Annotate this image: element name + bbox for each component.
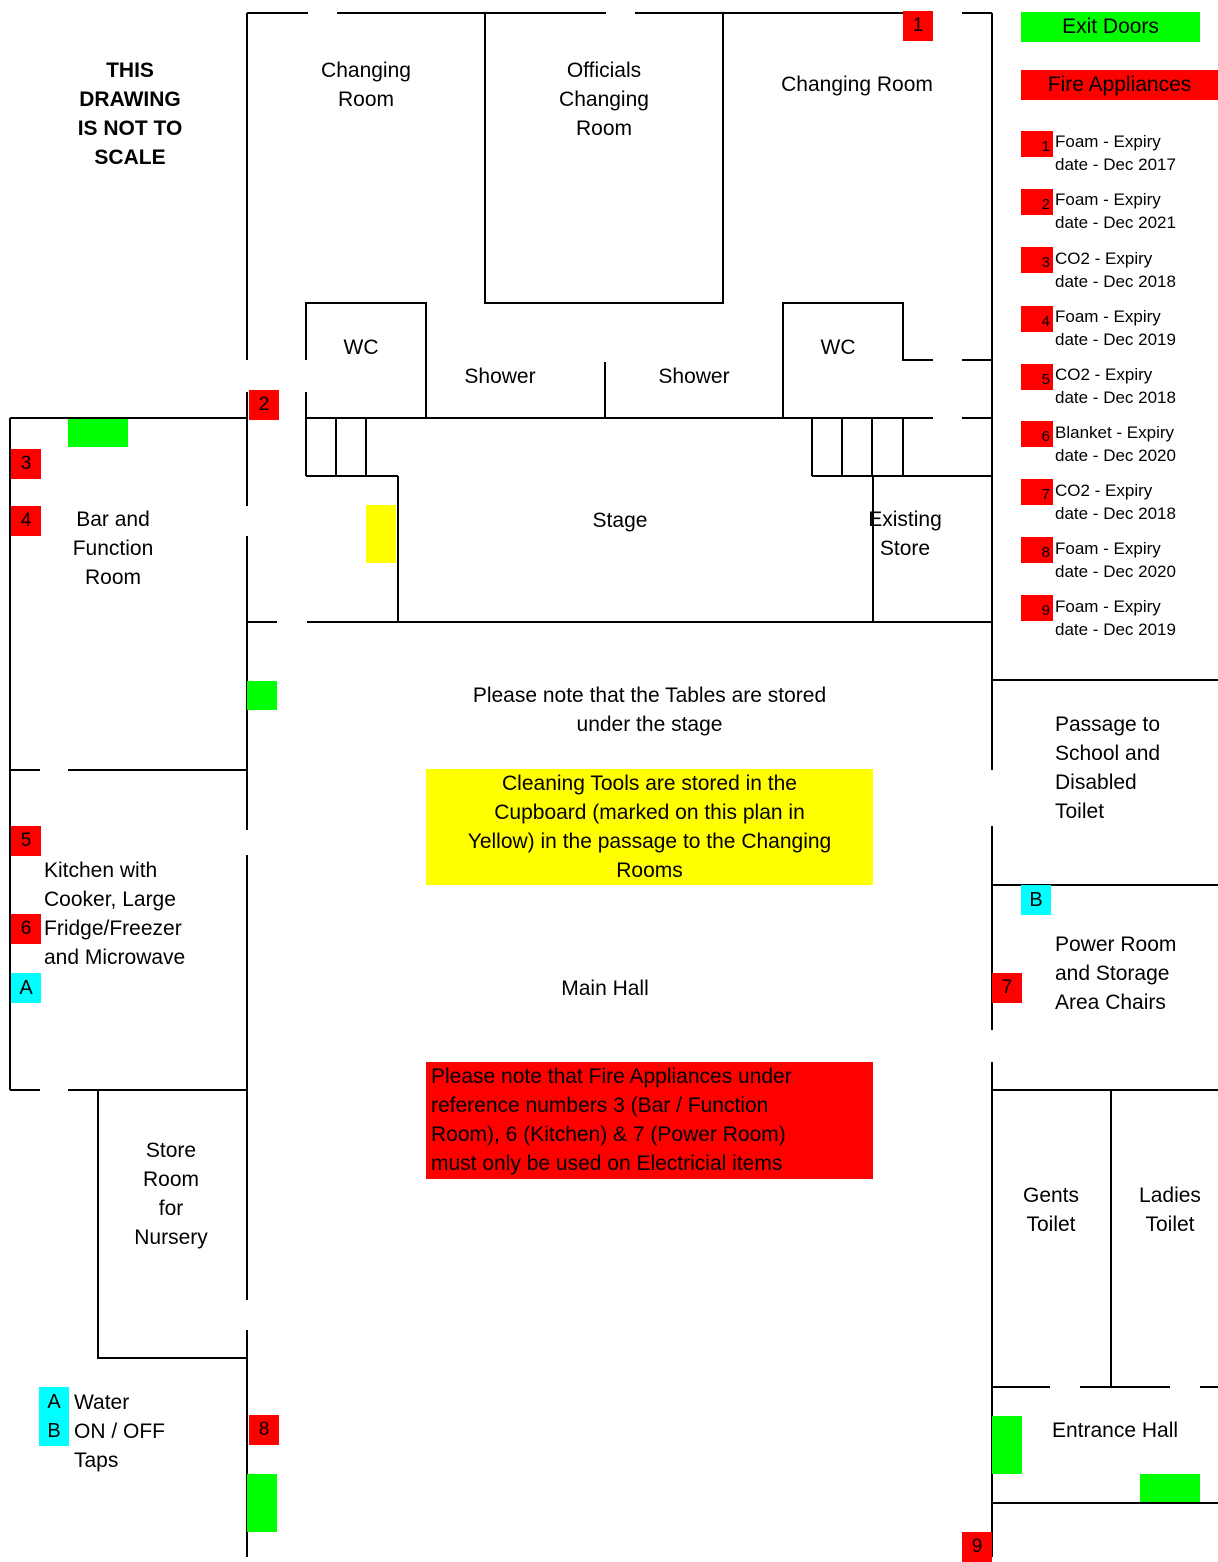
room-label-passage: Passage to School and Disabled Toilet bbox=[1055, 713, 1161, 823]
legend-item-number: 6 bbox=[1021, 421, 1053, 447]
legend-item-number: 8 bbox=[1021, 537, 1053, 563]
room-label-stage: Stage bbox=[592, 509, 648, 532]
exit-door bbox=[68, 419, 128, 447]
legend-item-number: 3 bbox=[1021, 247, 1053, 273]
legend-item-number: 9 bbox=[1021, 595, 1053, 621]
legend-item-text: Foam - Expiry date - Dec 2019 bbox=[1055, 597, 1176, 639]
legend-item-text: CO2 - Expiry date - Dec 2018 bbox=[1055, 249, 1176, 291]
room-label-ladies: Ladies Toilet bbox=[1139, 1184, 1201, 1236]
note-cleaning-tools: Cleaning Tools are stored in the Cupboard (marked on this plan in Yellow) in the passage to the Changing Rooms bbox=[426, 769, 873, 885]
water-key-text: Water ON / OFF Taps bbox=[74, 1391, 165, 1472]
exit-door bbox=[992, 1416, 1022, 1474]
legend-item-text: CO2 - Expiry date - Dec 2018 bbox=[1055, 365, 1176, 407]
room-label-store-room: Store Room for Nursery bbox=[134, 1139, 208, 1249]
room-label-wc-right: WC bbox=[820, 336, 856, 359]
room-label-main-hall: Main Hall bbox=[561, 977, 649, 1000]
exit-door bbox=[1140, 1474, 1200, 1502]
water-key-letter-a: A bbox=[39, 1387, 69, 1417]
legend-item-number: 7 bbox=[1021, 479, 1053, 505]
room-label-gents: Gents Toilet bbox=[1022, 1184, 1080, 1236]
legend-exit-doors: Exit Doors bbox=[1021, 12, 1200, 42]
legend-item-text: Blanket - Expiry date - Dec 2020 bbox=[1055, 423, 1176, 465]
room-label-changing-right: Changing Room bbox=[781, 73, 933, 96]
fire-appliance-marker-1: 1 bbox=[903, 11, 933, 41]
note-fire-appliances: Please note that Fire Appliances under reference numbers 3 (Bar / Function Room), 6 (Kitchen) & 7 (Power Room) must only be used on Electricial items bbox=[426, 1062, 873, 1179]
exit-door bbox=[247, 1474, 277, 1532]
legend-item-number: 5 bbox=[1021, 364, 1053, 390]
room-label-power-room: Power Room and Storage Area Chairs bbox=[1055, 933, 1177, 1014]
fire-appliance-marker-8: 8 bbox=[249, 1415, 279, 1445]
legend-item-text: CO2 - Expiry date - Dec 2018 bbox=[1055, 481, 1176, 523]
exit-door bbox=[247, 681, 277, 710]
fire-appliance-marker-5: 5 bbox=[11, 826, 41, 856]
room-label-entrance-hall: Entrance Hall bbox=[1051, 1419, 1179, 1442]
note-tables: Please note that the Tables are stored under the stage bbox=[472, 684, 827, 736]
legend-item-text: Foam - Expiry date - Dec 2017 bbox=[1055, 132, 1176, 174]
legend-item-text: Foam - Expiry date - Dec 2021 bbox=[1055, 190, 1176, 232]
room-label-shower-left: Shower bbox=[464, 365, 536, 388]
legend-item-text: Foam - Expiry date - Dec 2019 bbox=[1055, 307, 1176, 349]
room-label-bar: Bar and Function Room bbox=[72, 508, 154, 589]
legend-fire-appliances: Fire Appliances bbox=[1021, 70, 1218, 100]
legend-item-text: Foam - Expiry date - Dec 2020 bbox=[1055, 539, 1176, 581]
room-label-shower-right: Shower bbox=[658, 365, 730, 388]
fire-appliance-marker-3: 3 bbox=[11, 449, 41, 479]
room-label-officials: Officials Changing Room bbox=[559, 59, 649, 140]
water-tap-marker-b: B bbox=[1021, 885, 1051, 915]
scale-note: THIS DRAWING IS NOT TO SCALE bbox=[77, 59, 183, 169]
fire-appliance-marker-9: 9 bbox=[962, 1532, 992, 1562]
room-label-changing-left: Changing Room bbox=[321, 59, 411, 111]
room-label-wc-left: WC bbox=[343, 336, 379, 359]
water-key-letter-b: B bbox=[39, 1416, 69, 1446]
cleaning-cupboard bbox=[366, 505, 396, 563]
fire-appliance-marker-4: 4 bbox=[11, 506, 41, 536]
water-tap-marker-a: A bbox=[11, 973, 41, 1003]
fire-appliance-marker-6: 6 bbox=[11, 914, 41, 944]
room-label-kitchen: Kitchen with Cooker, Large Fridge/Freezer and Microwave bbox=[44, 859, 186, 969]
fire-appliance-marker-7: 7 bbox=[992, 973, 1022, 1003]
legend-item-number: 2 bbox=[1021, 189, 1053, 215]
fire-appliance-marker-2: 2 bbox=[249, 390, 279, 420]
legend-item-number: 1 bbox=[1021, 131, 1053, 157]
room-label-existing-store: Existing Store bbox=[868, 508, 942, 560]
legend-item-number: 4 bbox=[1021, 306, 1053, 332]
